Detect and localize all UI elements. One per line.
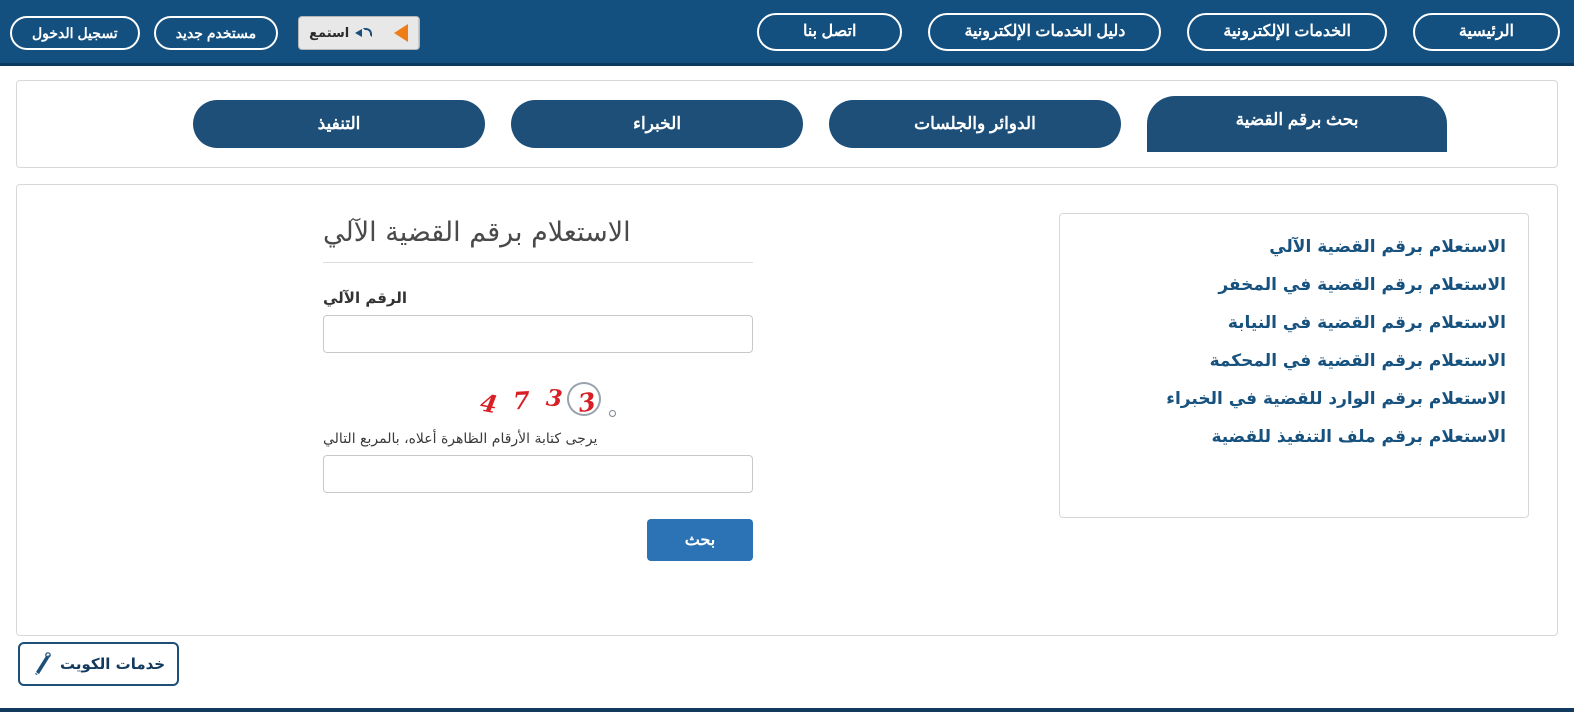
- tab-case-number-search[interactable]: بحث برقم القضية: [1147, 96, 1447, 152]
- readspeaker-label: استمع: [309, 25, 350, 41]
- kuwait-services-icon: [32, 652, 54, 676]
- nav-home[interactable]: الرئيسية: [1413, 13, 1560, 51]
- kuwait-services-badge[interactable]: [18, 642, 179, 686]
- captcha-digit-4: 4: [477, 387, 500, 419]
- search-button[interactable]: بحث: [647, 519, 753, 561]
- inquiry-form-area: [17, 213, 1059, 635]
- sidebar-item-execution-file-number[interactable]: الاستعلام برقم ملف التنفيذ للقضية: [1211, 427, 1506, 447]
- sidebar-item-court-case[interactable]: الاستعلام برقم القضية في المحكمة: [1209, 351, 1506, 371]
- captcha-instruction: يرجى كتابة الأرقام الظاهرة أعلاه، بالمربع التالي: [323, 431, 598, 447]
- main-content-card: [16, 184, 1558, 636]
- play-icon[interactable]: [383, 17, 419, 49]
- page-title: الاستعلام برقم القضية الآلي: [323, 217, 753, 263]
- section-tabs: [16, 80, 1558, 168]
- top-navigation-bar: [0, 0, 1574, 66]
- tab-circuits-sessions[interactable]: الدوائر والجلسات: [829, 100, 1121, 148]
- case-number-label: الرقم الآلي: [323, 289, 408, 307]
- captcha-image: [323, 373, 753, 427]
- speaker-icon: [355, 26, 373, 40]
- readspeaker-widget[interactable]: [298, 16, 420, 50]
- sidebar-item-experts-incoming-number[interactable]: الاستعلام برقم الوارد للقضية في الخبراء: [1166, 389, 1506, 409]
- sidebar-item-auto-case-number[interactable]: الاستعلام برقم القضية الآلي: [1269, 237, 1506, 257]
- captcha-digit-2: 3: [544, 383, 564, 413]
- nav-eservices[interactable]: الخدمات الإلكترونية: [1187, 13, 1387, 51]
- captcha-digit-1: 3: [576, 386, 598, 418]
- sidebar-item-prosecution-case[interactable]: الاستعلام برقم القضية في النيابة: [1227, 313, 1506, 333]
- captcha-noise-dot-icon: [609, 410, 616, 417]
- captcha-input[interactable]: [323, 455, 753, 493]
- readspeaker-listen-button[interactable]: [299, 17, 383, 49]
- auth-and-accessibility-area: [0, 0, 420, 66]
- primary-nav-links: [757, 13, 1560, 51]
- page-bottom-rule: [0, 708, 1574, 712]
- sidebar-item-police-station-case[interactable]: الاستعلام برقم القضية في المخفر: [1218, 275, 1506, 295]
- case-number-input[interactable]: [323, 315, 753, 353]
- inquiry-type-menu: [1059, 213, 1529, 518]
- captcha-digit-3: 7: [512, 385, 531, 415]
- tab-execution[interactable]: التنفيذ: [193, 100, 485, 148]
- nav-contact[interactable]: اتصل بنا: [757, 13, 903, 51]
- tab-experts[interactable]: الخبراء: [511, 100, 803, 148]
- login-button[interactable]: تسجيل الدخول: [10, 16, 140, 50]
- captcha-noise-ellipse-icon: [562, 377, 606, 421]
- nav-eservices-guide[interactable]: دليل الخدمات الإلكترونية: [928, 13, 1161, 51]
- new-user-button[interactable]: مستخدم جديد: [154, 16, 278, 50]
- kuwait-services-label: خدمات الكويت: [60, 655, 166, 673]
